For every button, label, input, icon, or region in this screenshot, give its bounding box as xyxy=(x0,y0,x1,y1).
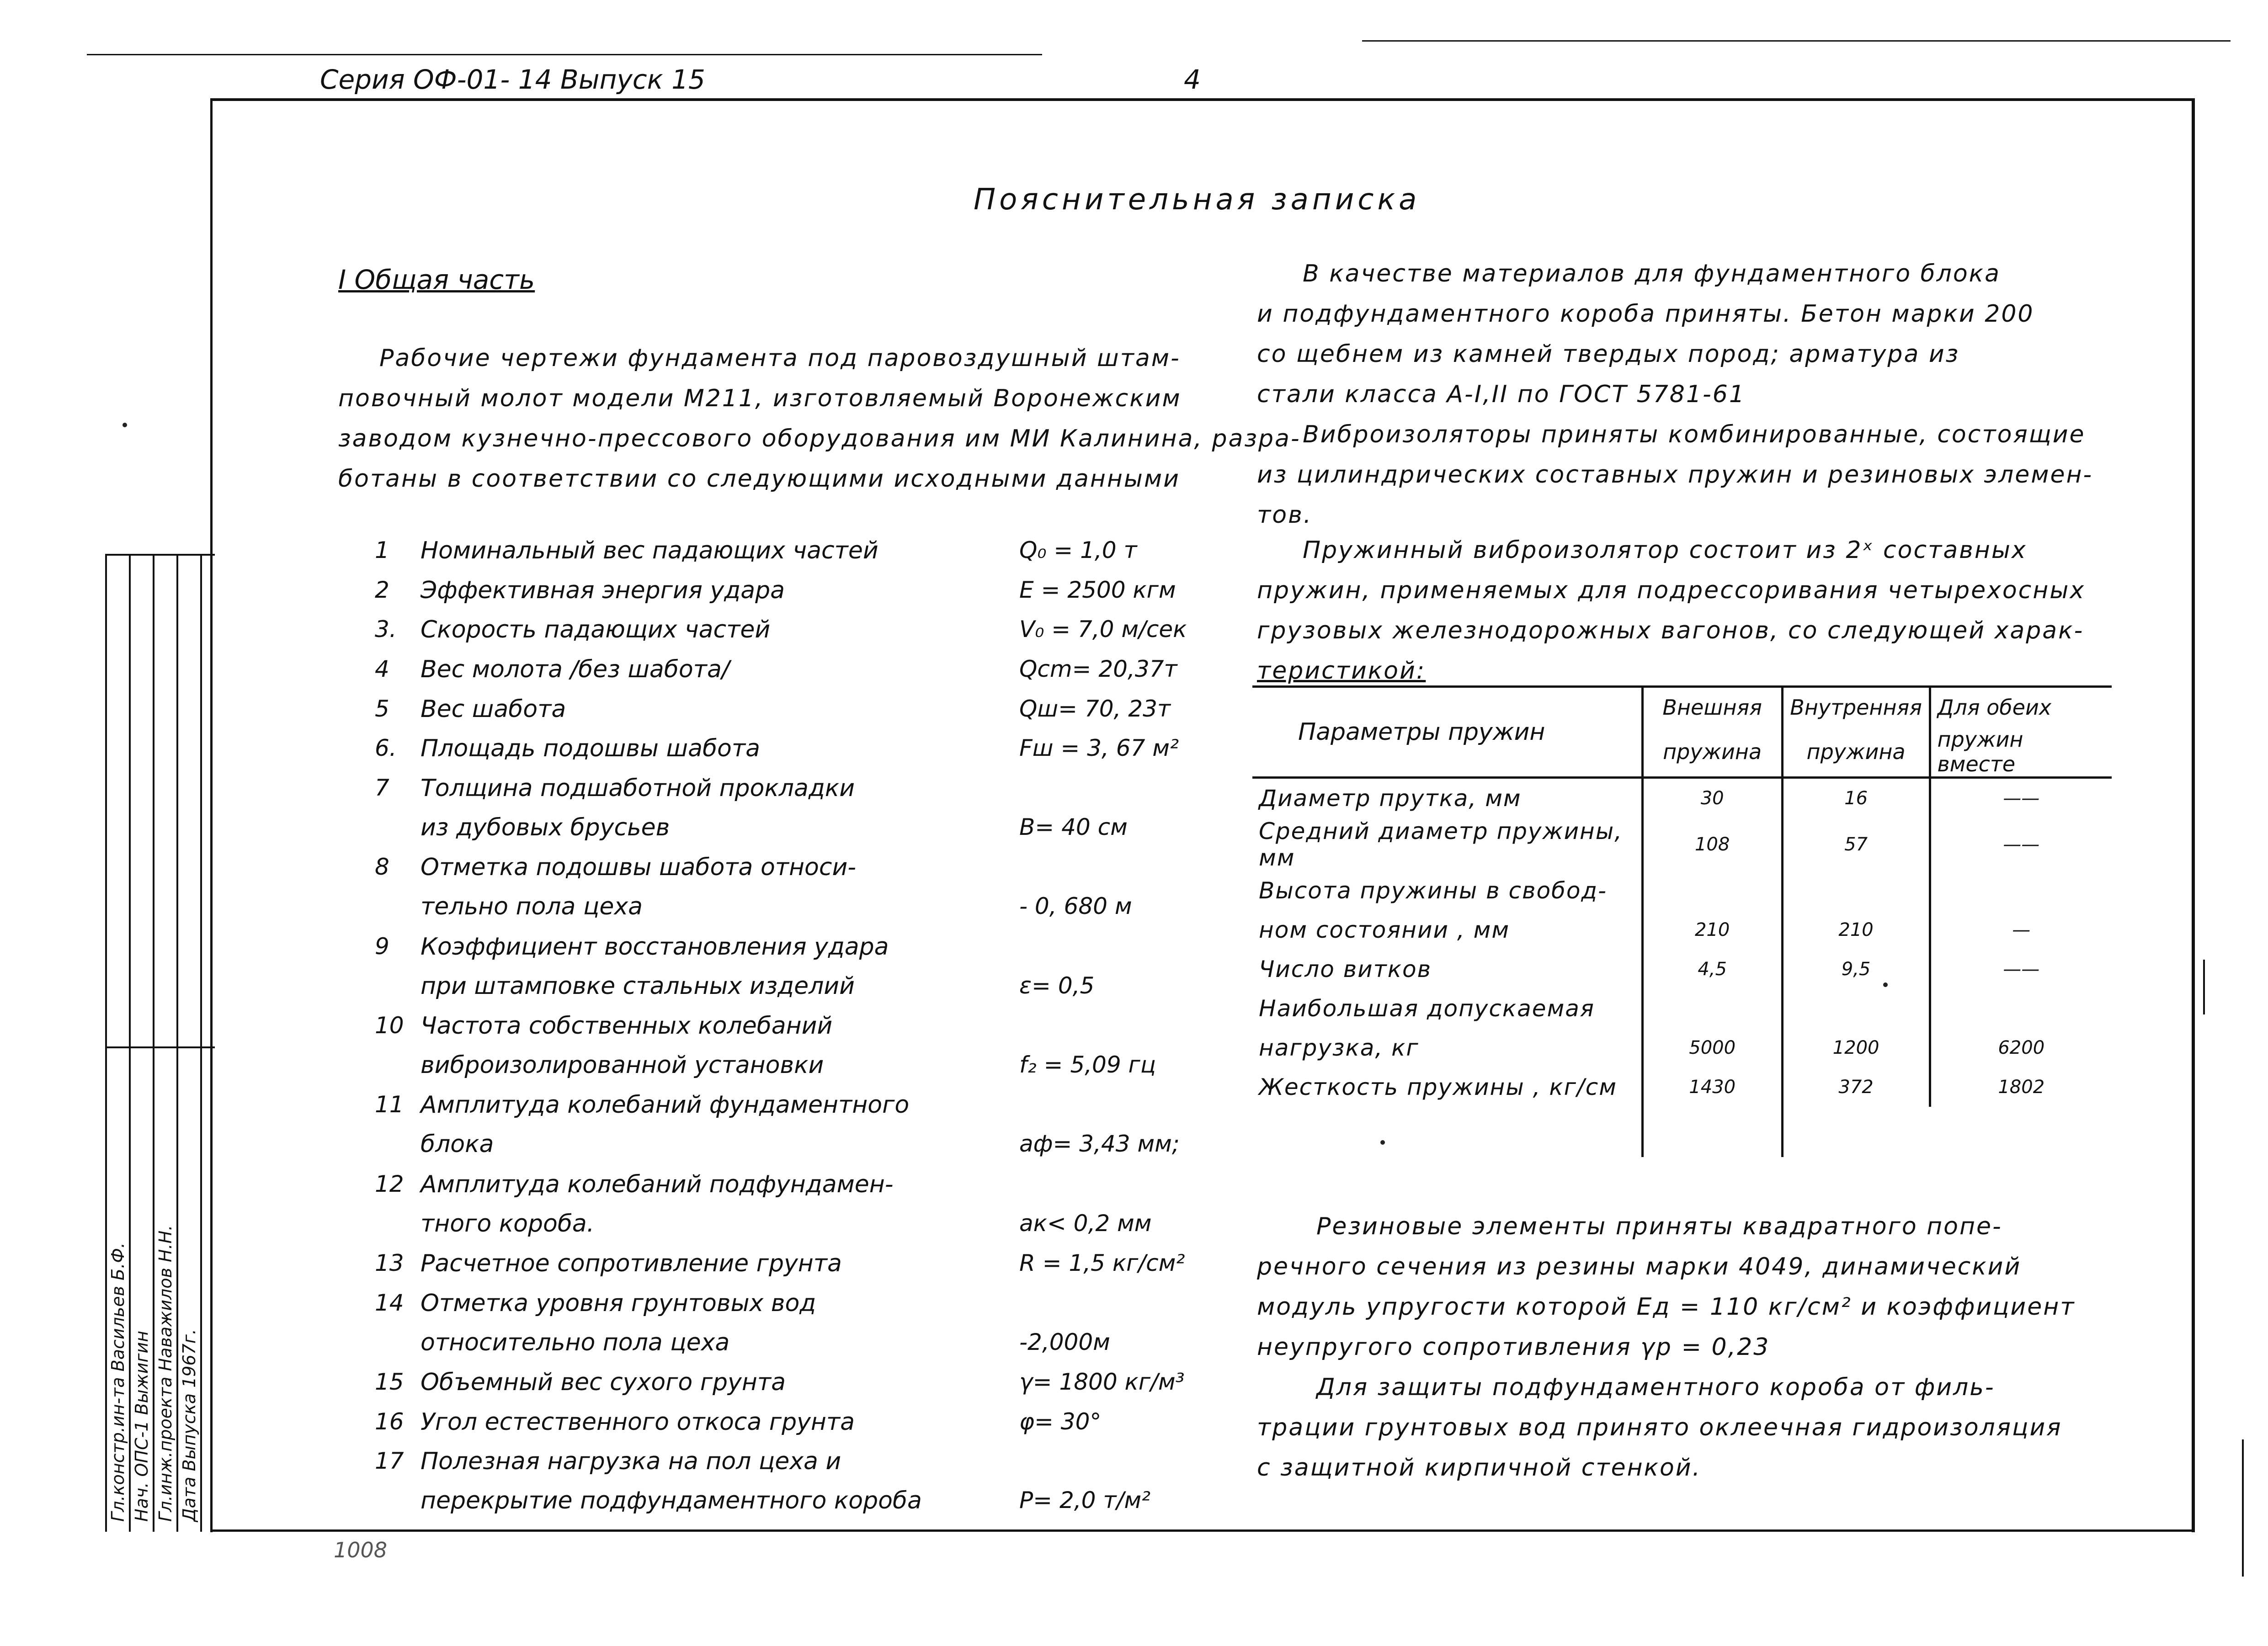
para-line: речного сечения из резины марки 4049, динамический xyxy=(1257,1253,2022,1280)
param-label: Скорость падающих частей xyxy=(421,616,771,643)
param-label: Номинальный вес падающих частей xyxy=(421,537,878,564)
param-value: -2,000м xyxy=(1019,1329,1110,1355)
top-rule-left xyxy=(87,54,1042,55)
vibro-paragraph xyxy=(1257,414,2093,535)
table-cell-inner: 1200 xyxy=(1782,1028,1930,1067)
frame-bottom xyxy=(210,1529,2193,1532)
para-line: из цилиндрических составных пружин и резиновых элемен- xyxy=(1257,461,2093,488)
table-cell-inner xyxy=(1782,871,1930,910)
table-cell-both: —— xyxy=(1930,778,2112,818)
intro-text xyxy=(338,338,1301,499)
para-line: Виброизоляторы приняты комбинированные, состоящие xyxy=(1303,421,2086,448)
param-label: из дубовых брусьев xyxy=(421,814,670,841)
stamp-rule xyxy=(129,555,131,1532)
param-label: Вес шабота xyxy=(421,696,566,723)
table-cell-outer: 1430 xyxy=(1642,1067,1782,1107)
table-cell-outer xyxy=(1642,989,1782,1028)
table-cell-both: —— xyxy=(1930,818,2112,871)
param-label: Коэффициент восстановления удара xyxy=(421,933,889,961)
table-header-outer-top: Внешняя xyxy=(1642,687,1782,727)
stamp-rule xyxy=(105,1046,215,1048)
param-value: Qcm= 20,37т xyxy=(1019,656,1177,682)
materials-paragraph xyxy=(1257,254,2034,414)
table-header-both-top: Для обеих xyxy=(1930,687,2112,727)
table-cell-label: нагрузка, кг xyxy=(1259,1035,1419,1061)
table-header-both-bot: пружин вместе xyxy=(1930,727,2112,778)
param-number: 4 xyxy=(375,656,389,682)
table-cell-outer: 30 xyxy=(1642,778,1782,818)
param-value: γ= 1800 кг/м³ xyxy=(1019,1369,1185,1395)
para-line: тов. xyxy=(1257,501,1313,529)
param-label: Частота собственных колебаний xyxy=(421,1012,833,1040)
page-number: 4 xyxy=(1184,64,1201,95)
rubber-paragraph xyxy=(1257,1206,2075,1367)
stamp-text: Гл.инж.проекта Наважилов Н.Н. xyxy=(155,1225,176,1522)
param-number: 6. xyxy=(375,735,397,761)
table-row xyxy=(1252,1028,2112,1067)
para-line: стали класса А-I,II по ГОСТ 5781-61 xyxy=(1257,381,1746,408)
param-value: f₂ = 5,09 гц xyxy=(1019,1051,1156,1078)
table-cell-tail xyxy=(1642,1107,1782,1157)
param-value: aк< 0,2 мм xyxy=(1019,1210,1152,1237)
intro-line: повочный молот модели М211, изготовляемый Воронежским xyxy=(338,385,1182,412)
table-row xyxy=(1252,778,2112,818)
table-cell-tail xyxy=(1930,1107,2112,1157)
param-value: φ= 30° xyxy=(1019,1408,1102,1435)
stamp-text: Нач. ОПС-1 Выжигин xyxy=(132,1331,152,1522)
table-cell-label: Средний диаметр пружины, мм xyxy=(1259,818,1623,871)
param-label: Амплитуда колебаний фундаментного xyxy=(421,1091,910,1119)
param-number: 17 xyxy=(375,1448,404,1474)
param-label: Эффективная энергия удара xyxy=(421,577,785,604)
table-row xyxy=(1252,818,2112,871)
para-line: модуль упругости которой Eд = 110 кг/см² и коэффициент xyxy=(1257,1293,2076,1321)
param-label: при штамповке стальных изделий xyxy=(421,972,855,1000)
stamp-rule xyxy=(176,555,178,1532)
series-header: Серия ОФ-01- 14 Выпуск 15 xyxy=(320,64,705,95)
table-cell-tail xyxy=(1782,1107,1930,1157)
table-cell-inner: 9,5 xyxy=(1782,950,1930,989)
param-label: Отметка подошвы шабота относи- xyxy=(421,854,857,881)
stamp-rule xyxy=(153,555,154,1532)
param-label: относительно пола цеха xyxy=(421,1329,730,1356)
table-cell-inner: 16 xyxy=(1782,778,1930,818)
param-number: 15 xyxy=(375,1369,404,1395)
table-cell-label: Диаметр прутка, мм xyxy=(1259,785,1522,812)
param-label: тного короба. xyxy=(421,1210,595,1237)
param-number: 5 xyxy=(375,696,389,722)
param-label: блока xyxy=(421,1131,494,1158)
param-number: 16 xyxy=(375,1408,404,1435)
param-value: Qш= 70, 23т xyxy=(1019,696,1171,722)
param-number: 9 xyxy=(375,933,389,960)
intro-line: Рабочие чертежи фундамента под паровоздушный штам- xyxy=(379,345,1181,372)
table-cell-inner: 57 xyxy=(1782,818,1930,871)
param-number: 12 xyxy=(375,1171,404,1197)
param-number: 11 xyxy=(375,1091,404,1118)
para-line: Для защиты подфундаментного короба от филь- xyxy=(1316,1374,1995,1401)
param-number: 14 xyxy=(375,1290,404,1316)
scan-speck xyxy=(1883,982,1888,987)
param-value: - 0, 680 м xyxy=(1019,893,1132,919)
para-line: и подфундаментного короба приняты. Бетон марки 200 xyxy=(1257,300,2034,328)
table-cell-outer: 5000 xyxy=(1642,1028,1782,1067)
scan-speck xyxy=(1380,1140,1385,1145)
param-label: виброизолированной установки xyxy=(421,1051,824,1079)
para-line: с защитной кирпичной стенкой. xyxy=(1257,1454,1702,1481)
table-cell-both xyxy=(1930,871,2112,910)
param-number: 3. xyxy=(375,616,397,642)
param-value: Fш = 3, 67 м² xyxy=(1019,735,1179,761)
para-line: неупругого сопротивления γр = 0,23 xyxy=(1257,1333,1770,1361)
table-header-params: Параметры пружин xyxy=(1252,687,1642,778)
param-value: Q₀ = 1,0 т xyxy=(1019,537,1137,563)
table-row xyxy=(1252,871,2112,910)
stamp-text: Гл.констр.ин-та Васильев Б.Ф. xyxy=(108,1242,128,1522)
param-number: 1 xyxy=(375,537,389,563)
table-cell-label: Высота пружины в свобод- xyxy=(1259,877,1608,904)
para-line: пружин, применяемых для подрессоривания четырехосных xyxy=(1257,577,2086,604)
scan-speck xyxy=(122,423,127,427)
table-cell-tail xyxy=(1252,1107,1642,1157)
param-label: Толщина подшаботной прокладки xyxy=(421,775,855,802)
param-number: 8 xyxy=(375,854,389,880)
param-label: Площадь подошвы шабота xyxy=(421,735,761,762)
para-line: со щебнем из камней твердых пород; арматура из xyxy=(1257,340,1960,368)
para-line: грузовых железнодорожных вагонов, со следующей харак- xyxy=(1257,617,2084,644)
table-cell-outer: 108 xyxy=(1642,818,1782,871)
table-header-inner-bot: пружина xyxy=(1782,727,1930,778)
param-value: V₀ = 7,0 м/сек xyxy=(1019,616,1187,642)
param-value: E = 2500 кгм xyxy=(1019,577,1176,603)
param-value: В= 40 см xyxy=(1019,814,1128,840)
param-label: Объемный вес сухого грунта xyxy=(421,1369,786,1396)
protection-paragraph xyxy=(1257,1367,2062,1488)
param-value: aф= 3,43 мм; xyxy=(1019,1131,1180,1157)
param-number: 7 xyxy=(375,775,389,801)
param-label: Полезная нагрузка на пол цеха и xyxy=(421,1448,841,1475)
table-cell-both: 1802 xyxy=(1930,1067,2112,1107)
param-label: Угол естественного откоса грунта xyxy=(421,1408,855,1436)
top-rule-right xyxy=(1362,40,2231,42)
section-heading: I Общая часть xyxy=(338,264,535,295)
stamp-rule xyxy=(105,554,215,556)
margin-mark xyxy=(2242,1439,2244,1577)
param-number: 13 xyxy=(375,1250,404,1276)
param-label: Амплитуда колебаний подфундамен- xyxy=(421,1171,894,1198)
param-label: тельно пола цеха xyxy=(421,893,643,920)
stamp-rule xyxy=(105,555,107,1532)
table-row xyxy=(1252,950,2112,989)
margin-mark xyxy=(2203,960,2205,1014)
stamp-rule xyxy=(200,555,202,1532)
param-value: R = 1,5 кг/см² xyxy=(1019,1250,1185,1276)
table-cell-both: —— xyxy=(1930,950,2112,989)
param-label: перекрытие подфундаментного короба xyxy=(421,1487,922,1514)
table-header-inner-top: Внутренняя xyxy=(1782,687,1930,727)
table-cell-outer xyxy=(1642,871,1782,910)
param-value: P= 2,0 т/м² xyxy=(1019,1487,1151,1513)
spring-paragraph xyxy=(1257,530,2085,691)
page-title: Пояснительная записка xyxy=(974,183,1421,217)
table-cell-inner xyxy=(1782,989,1930,1028)
para-line: теристикой: xyxy=(1257,657,1426,685)
table-cell-label: Число витков xyxy=(1259,956,1432,982)
table-cell-label: Наибольшая допускаемая xyxy=(1259,995,1595,1022)
table-cell-outer: 4,5 xyxy=(1642,950,1782,989)
para-line: В качестве материалов для фундаментного блока xyxy=(1303,260,2001,287)
param-number: 10 xyxy=(375,1012,404,1039)
table-row xyxy=(1252,1067,2112,1107)
table-cell-both: 6200 xyxy=(1930,1028,2112,1067)
intro-line: заводом кузнечно-прессового оборудования им МИ Калинина, разра- xyxy=(338,425,1301,452)
table-cell-both: — xyxy=(1930,910,2112,950)
table-cell-inner: 372 xyxy=(1782,1067,1930,1107)
spring-table xyxy=(1252,685,2112,1157)
param-value: ε= 0,5 xyxy=(1019,972,1095,999)
table-row-tail xyxy=(1252,1107,2112,1157)
table-cell-inner: 210 xyxy=(1782,910,1930,950)
footer-mark: 1008 xyxy=(334,1538,388,1562)
param-label: Расчетное сопротивление грунта xyxy=(421,1250,842,1277)
table-cell-both xyxy=(1930,989,2112,1028)
stamp-text: Дата Выпуска 1967г. xyxy=(179,1329,199,1522)
table-cell-outer: 210 xyxy=(1642,910,1782,950)
table-row xyxy=(1252,910,2112,950)
para-line: Резиновые элементы приняты квадратного попе- xyxy=(1316,1213,2002,1240)
table-cell-label: Жесткость пружины , кг/см xyxy=(1259,1074,1617,1100)
table-cell-label: ном состоянии , мм xyxy=(1259,917,1510,943)
para-line: Пружинный виброизолятор состоит из 2ˣ составных xyxy=(1303,536,2027,564)
param-number: 2 xyxy=(375,577,389,603)
table-row xyxy=(1252,989,2112,1028)
table-header-outer-bot: пружина xyxy=(1642,727,1782,778)
intro-line: ботаны в соответствии со следующими исходными данными xyxy=(338,465,1180,493)
param-label: Вес молота /без шабота/ xyxy=(421,656,730,683)
para-line: трации грунтовых вод принято оклеечная гидроизоляция xyxy=(1257,1414,2062,1441)
param-label: Отметка уровня грунтовых вод xyxy=(421,1290,816,1317)
